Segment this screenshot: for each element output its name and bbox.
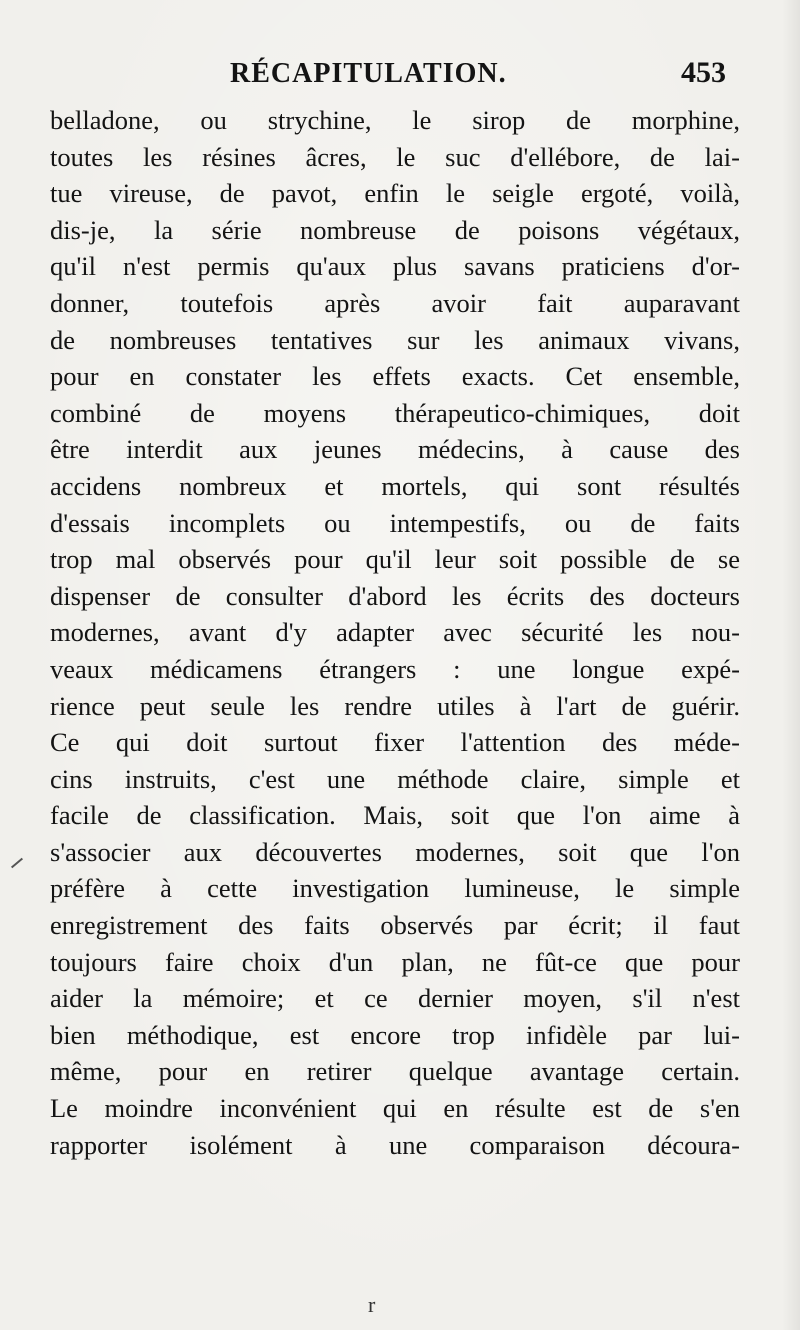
text-line: Le moindre inconvénient qui en résulte est de s'en [50, 1093, 740, 1124]
text-line: dispenser de consulter d'abord les écrits des docteurs [50, 580, 740, 611]
text-line: toujours faire choix d'un plan, ne fût-ce que pour [50, 946, 740, 977]
text-line: belladone, ou strychine, le sirop de morphine, [50, 105, 740, 135]
text-line: aider la mémoire; et ce dernier moyen, s'il n'est [50, 983, 740, 1014]
page-number: 453 [681, 56, 726, 89]
text-line: préfère à cette investigation lumineuse, le simple [50, 873, 740, 904]
text-line: cins instruits, c'est une méthode claire, simple et [50, 763, 740, 794]
text-line: dis-je, la série nombreuse de poisons végétaux, [50, 214, 740, 245]
text-line: donner, toutefois après avoir fait auparavant [50, 287, 740, 318]
text-line: tue vireuse, de pavot, enfin le seigle ergoté, voilà, [50, 178, 740, 209]
text-line: modernes, avant d'y adapter avec sécurité les nou- [50, 617, 740, 648]
text-line: accidens nombreux et mortels, qui sont résultés [50, 470, 740, 501]
text-line: veaux médicamens étrangers : une longue expé- [50, 653, 740, 684]
text-line: d'essais incomplets ou intempestifs, ou de faits [50, 507, 740, 538]
text-line: être interdit aux jeunes médecins, à cause des [50, 434, 740, 465]
page-edge-shadow [782, 0, 800, 1330]
text-line: Ce qui doit surtout fixer l'attention des méde- [50, 727, 740, 758]
body-text [50, 102, 740, 1163]
text-line: pour en constater les effets exacts. Cet ensemble, [50, 361, 740, 392]
text-line: rience peut seule les rendre utiles à l'art de guérir. [50, 690, 740, 721]
text-line: rapporter isolément à une comparaison découra- [50, 1129, 740, 1160]
text-line: trop mal observés pour qu'il leur soit possible de se [50, 544, 740, 575]
text-line: toutes les résines âcres, le suc d'ellébore, de lai- [50, 141, 740, 172]
footer-mark: r [368, 1292, 376, 1317]
margin-mark [11, 858, 23, 869]
running-title: RÉCAPITULATION. [230, 58, 507, 89]
text-line: qu'il n'est permis qu'aux plus savans praticiens d'or- [50, 251, 740, 282]
text-line: bien méthodique, est encore trop infidèle par lui- [50, 1019, 740, 1050]
text-line: facile de classification. Mais, soit que l'on aime à [50, 800, 740, 831]
page-header [50, 58, 740, 98]
text-line: combiné de moyens thérapeutico-chimiques, doit [50, 397, 740, 428]
text-line: même, pour en retirer quelque avantage certain. [50, 1056, 740, 1087]
text-line: de nombreuses tentatives sur les animaux vivans, [50, 324, 740, 355]
text-line: enregistrement des faits observés par écrit; il faut [50, 910, 740, 941]
text-line: s'associer aux découvertes modernes, soit que l'on [50, 836, 740, 867]
